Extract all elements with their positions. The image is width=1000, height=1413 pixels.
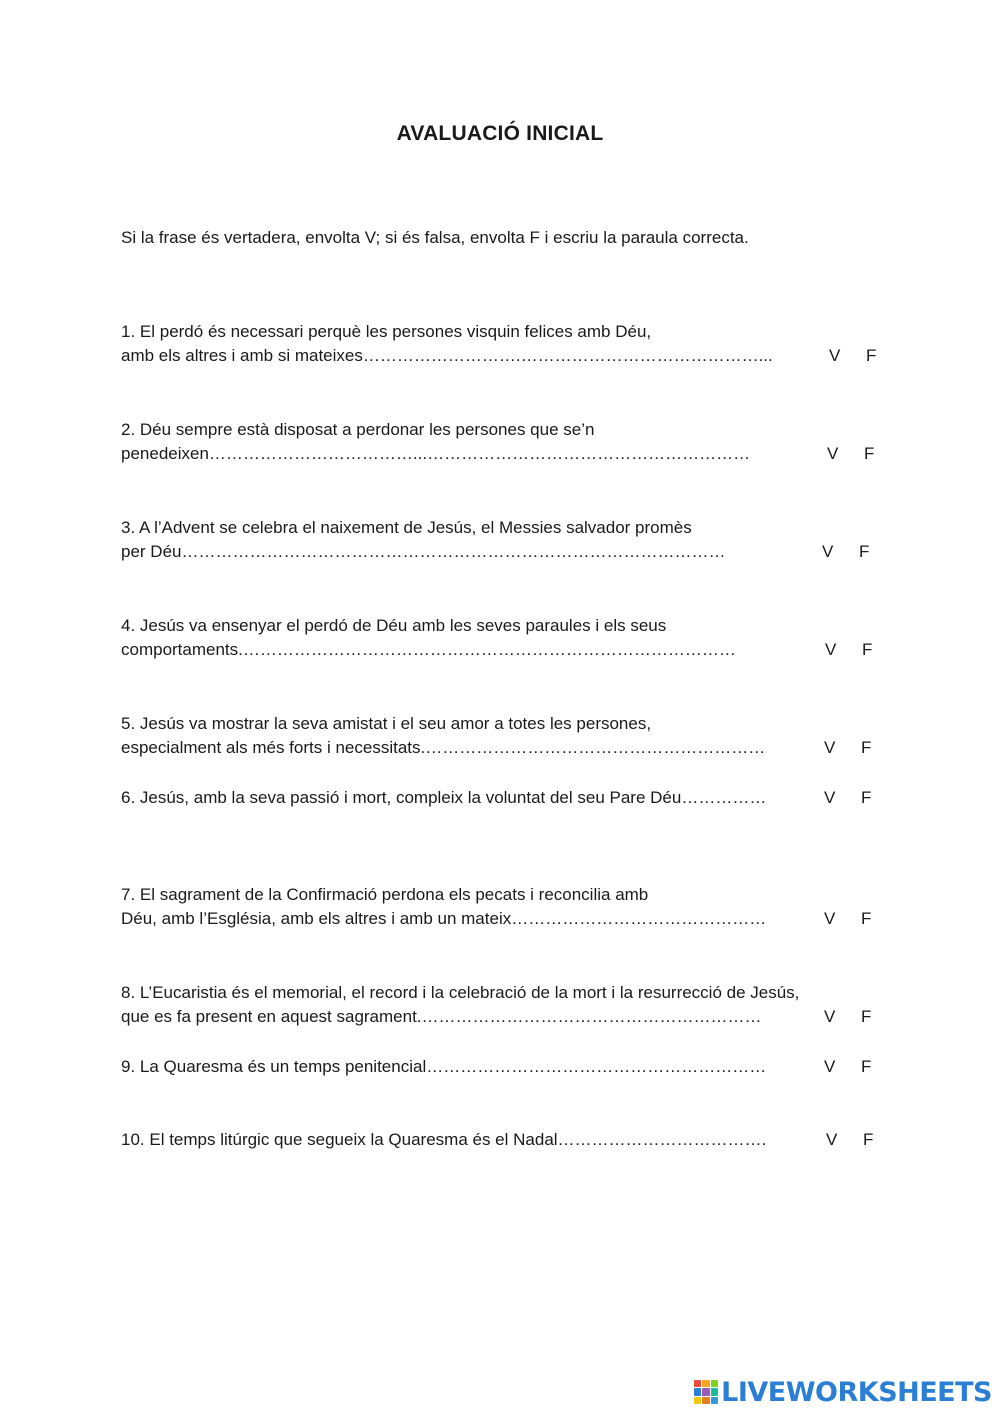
question-item bbox=[121, 614, 881, 662]
question-text: 4. Jesús va ensenyar el perdó de Déu amb les seves paraules i els seus bbox=[121, 616, 667, 635]
question-item bbox=[121, 418, 881, 466]
false-option[interactable]: F bbox=[861, 909, 872, 928]
page-title: AVALUACIÓ INICIAL bbox=[396, 122, 604, 145]
question-text-continued: comportaments.…………………………………………………………………………… bbox=[121, 640, 736, 659]
true-option[interactable]: V bbox=[829, 346, 841, 365]
question-text: 3. A l’Advent se celebra el naixement de Jesús, el Messies salvador promès bbox=[121, 518, 692, 537]
logo-text: LIVEWORKSHEETS bbox=[721, 1376, 992, 1408]
false-option[interactable]: F bbox=[866, 346, 877, 365]
question-text-continued: Déu, amb l’Església, amb els altres i amb un mateix……………………………………… bbox=[121, 909, 767, 928]
false-option[interactable]: F bbox=[861, 788, 872, 807]
true-option[interactable]: V bbox=[824, 1057, 836, 1076]
logo-mark-cell bbox=[702, 1397, 709, 1404]
false-option[interactable]: F bbox=[861, 1057, 872, 1076]
logo-mark-cell bbox=[702, 1380, 709, 1387]
true-false-options bbox=[822, 540, 882, 564]
true-option[interactable]: V bbox=[824, 788, 836, 807]
true-option[interactable]: V bbox=[824, 738, 836, 757]
question-text: 10. El temps litúrgic que segueix la Quaresma és el Nadal………………………………. bbox=[121, 1130, 767, 1149]
question-text-continued: penedeixen………………………………...………………………………………………… bbox=[121, 444, 751, 463]
true-option[interactable]: V bbox=[825, 640, 837, 659]
question-item bbox=[121, 981, 881, 1029]
question-text-continued: amb els altres i amb si mateixes……………………….……………………………………... bbox=[121, 346, 773, 365]
true-false-options bbox=[824, 907, 884, 931]
true-false-options bbox=[827, 442, 887, 466]
question-item bbox=[121, 320, 881, 368]
false-option[interactable]: F bbox=[861, 738, 872, 757]
question-text: 7. El sagrament de la Confirmació perdona els pecats i reconcilia amb bbox=[121, 885, 649, 904]
instructions: Si la frase és vertadera, envolta V; si és falsa, envolta F i escriu la paraula correcta. bbox=[121, 228, 749, 247]
true-option[interactable]: V bbox=[824, 909, 836, 928]
true-false-options bbox=[829, 344, 889, 368]
question-text-continued: per Déu…………………………………………………………………………………… bbox=[121, 542, 726, 561]
question-item bbox=[121, 516, 881, 564]
logo-mark-cell bbox=[694, 1397, 701, 1404]
true-false-options bbox=[824, 786, 884, 810]
logo-mark-cell bbox=[711, 1397, 718, 1404]
question-text: 6. Jesús, amb la seva passió i mort, compleix la voluntat del seu Pare Déu…………… bbox=[121, 788, 767, 807]
question-item bbox=[121, 712, 881, 760]
question-item bbox=[121, 883, 881, 931]
false-option[interactable]: F bbox=[863, 1130, 874, 1149]
question-text-continued: especialment als més forts i necessitats.…………………………………………………… bbox=[121, 738, 766, 757]
question-text: 2. Déu sempre està disposat a perdonar les persones que se’n bbox=[121, 420, 595, 439]
question-text: 5. Jesús va mostrar la seva amistat i el seu amor a totes les persones, bbox=[121, 714, 652, 733]
question-item bbox=[121, 786, 881, 810]
false-option[interactable]: F bbox=[862, 640, 873, 659]
false-option[interactable]: F bbox=[861, 1007, 872, 1026]
false-option[interactable]: F bbox=[864, 444, 875, 463]
question-item bbox=[121, 1055, 881, 1079]
question-item bbox=[121, 1128, 881, 1152]
true-option[interactable]: V bbox=[822, 542, 834, 561]
question-text: 1. El perdó és necessari perquè les persones visquin felices amb Déu, bbox=[121, 322, 652, 341]
true-false-options bbox=[825, 638, 885, 662]
logo-mark-cell bbox=[711, 1380, 718, 1387]
logo-mark-cell bbox=[711, 1388, 718, 1395]
true-false-options bbox=[824, 1005, 884, 1029]
question-text: 8. L’Eucaristia és el memorial, el record i la celebració de la mort i la resurrecció de Jesús, bbox=[121, 983, 800, 1002]
true-option[interactable]: V bbox=[824, 1007, 836, 1026]
false-option[interactable]: F bbox=[859, 542, 870, 561]
question-text-continued: que es fa present en aquest sagrament.…………………………………………………… bbox=[121, 1007, 762, 1026]
logo-mark-cell bbox=[702, 1388, 709, 1395]
true-option[interactable]: V bbox=[827, 444, 839, 463]
logo-mark-cell bbox=[694, 1380, 701, 1387]
question-text: 9. La Quaresma és un temps penitencial…………………………………………………… bbox=[121, 1057, 767, 1076]
liveworksheets-logo bbox=[694, 1375, 992, 1409]
true-option[interactable]: V bbox=[826, 1130, 838, 1149]
true-false-options bbox=[824, 736, 884, 760]
true-false-options bbox=[824, 1055, 884, 1079]
logo-mark-cell bbox=[694, 1388, 701, 1395]
liveworksheets-mark-icon bbox=[694, 1380, 718, 1404]
true-false-options bbox=[826, 1128, 886, 1152]
